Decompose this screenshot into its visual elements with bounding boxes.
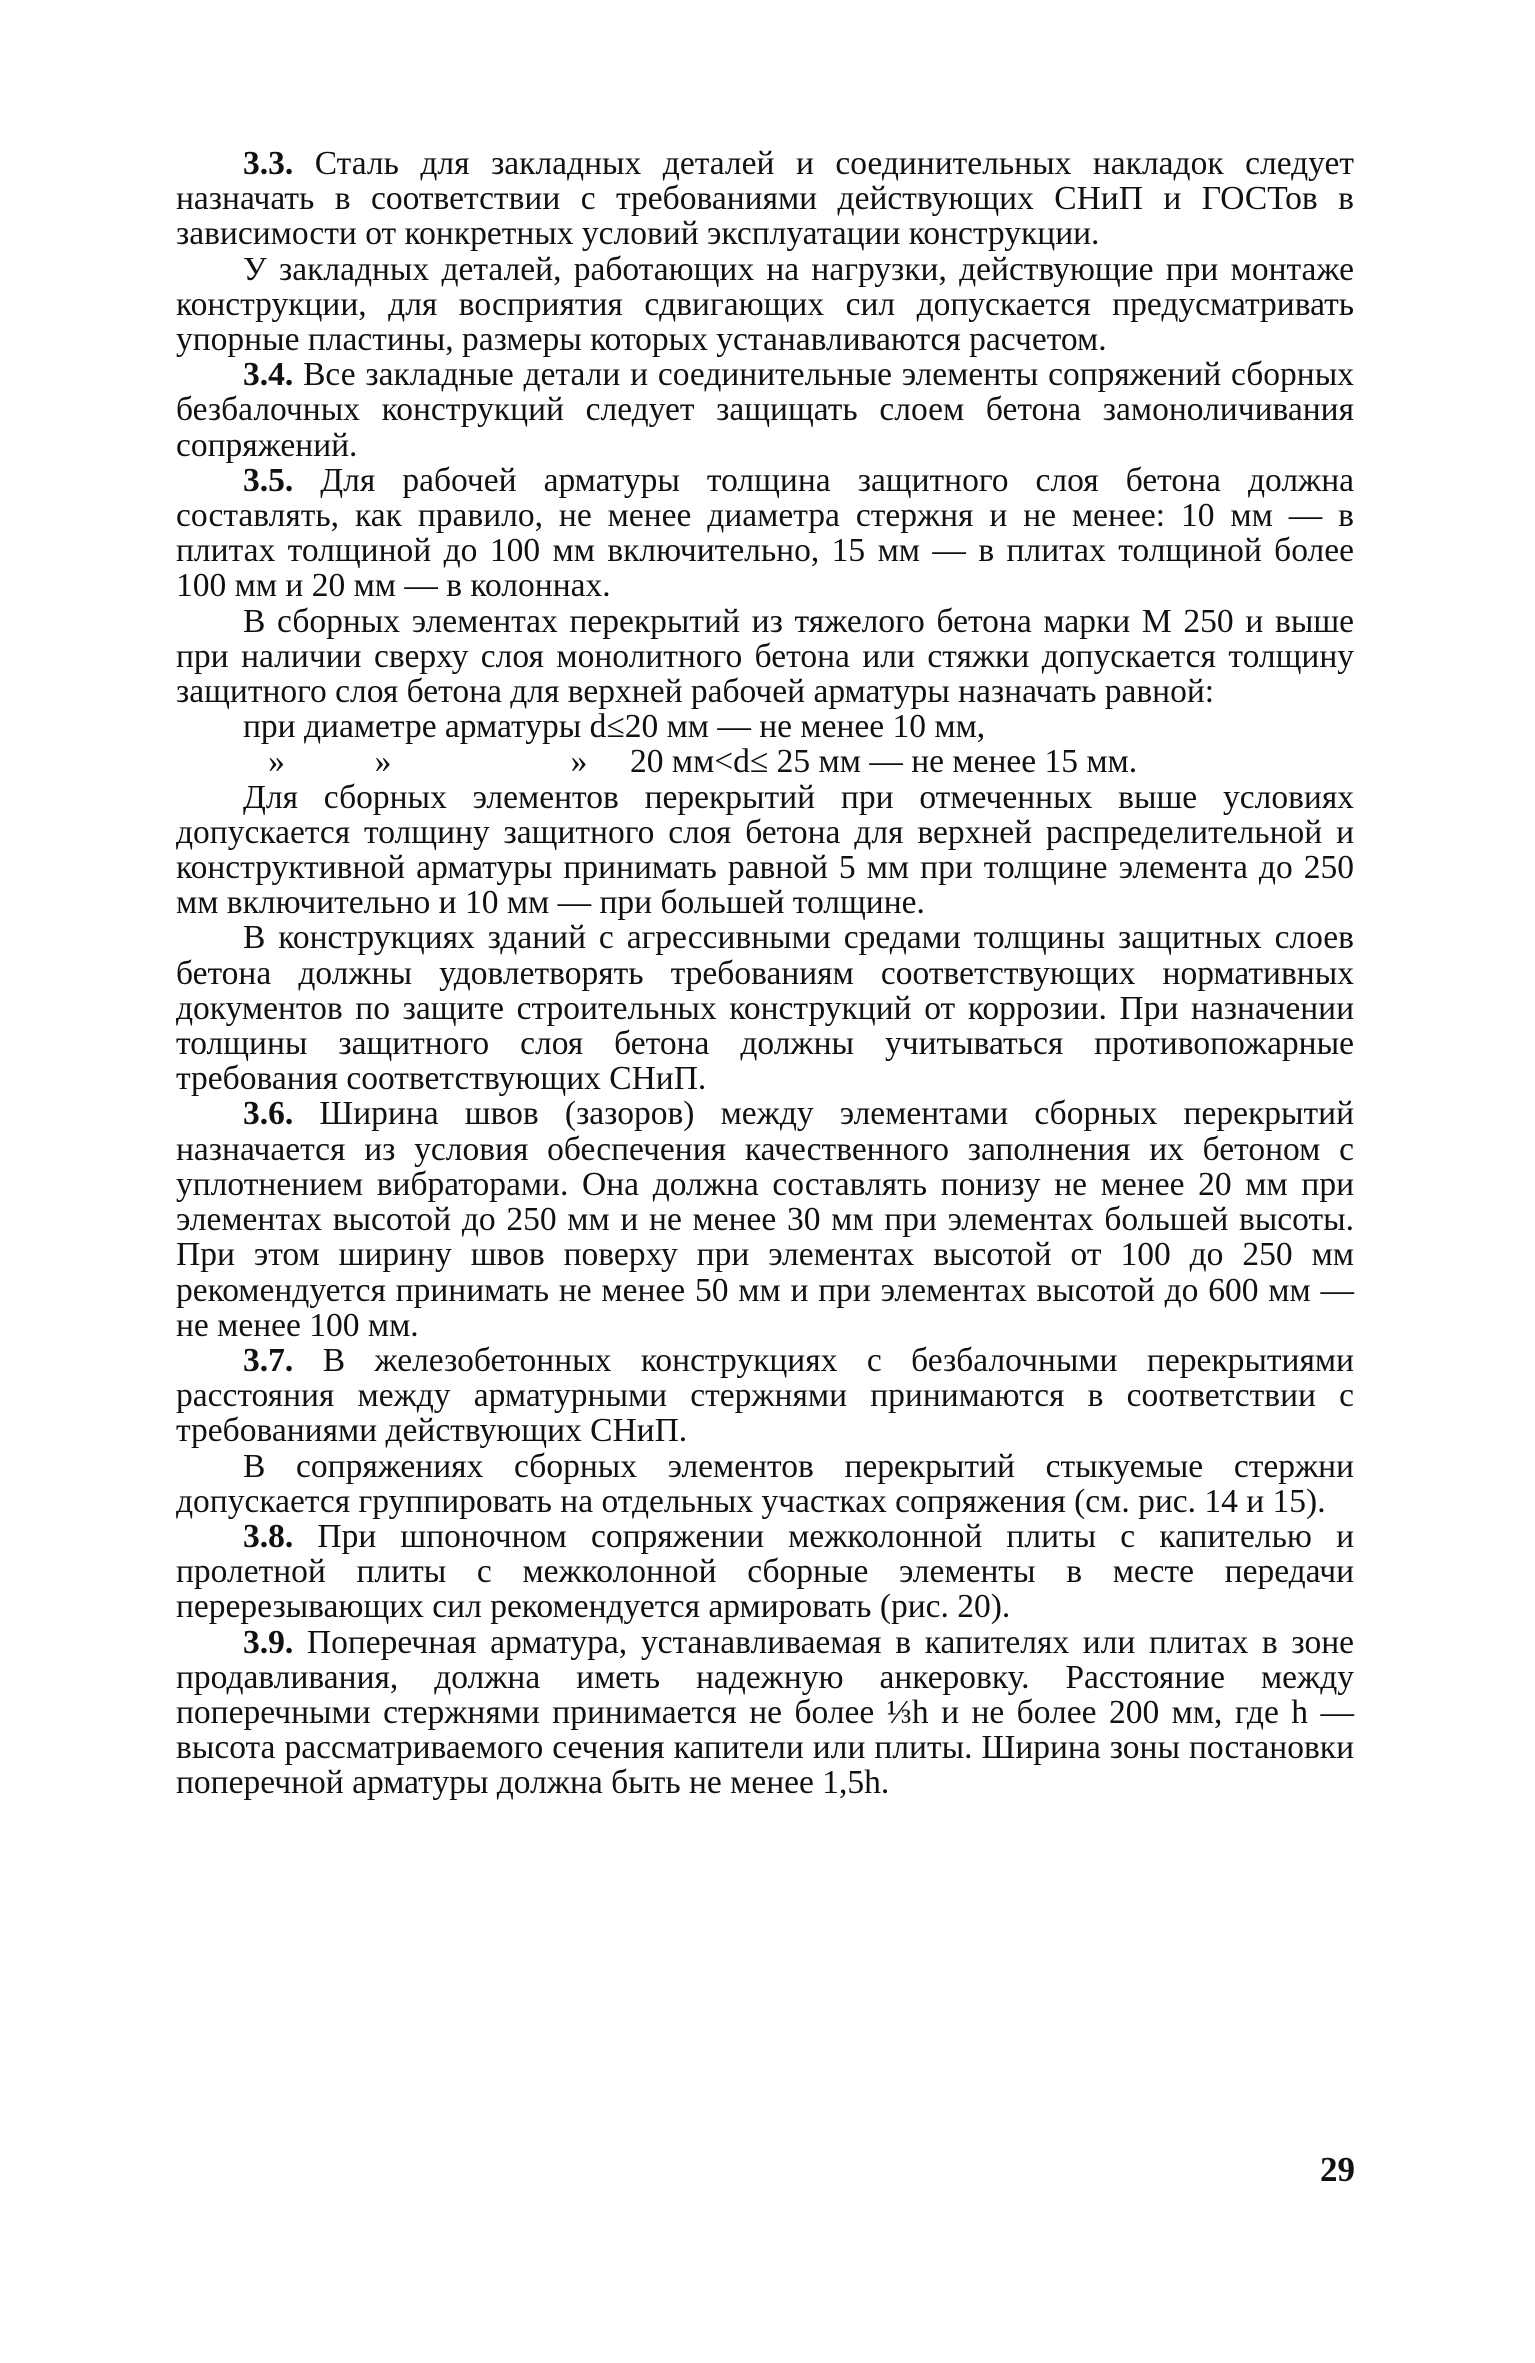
paragraph-text: В сборных элементах перекрытий из тяжелого бетона марки М 250 и выше при наличии сверху слоя монолитного бетона или стяжки допускается толщину защитного слоя бетона для верхней рабочей арматуры назначать равной: [176,602,1354,711]
body-text [176,146,1354,1801]
clause-number: 3.8. [243,1517,294,1555]
paragraph-3-4 [176,357,1354,463]
paragraph-text: Ширина швов (зазоров) между элементами сборных перекрытий назначается из условия обеспечения качественного заполнения их бетоном с уплотнением вибраторами. Она должна составлять понизу не менее 20 мм при элементах высотой до 250 мм и не менее 30 мм при элементах большей высоты. При этом ширину швов поверху при элементах высотой от 100 до 250 мм рекомендуется принимать не менее 50 мм и при элементах высотой до 600 мм — не менее 100 мм. [176,1095,1354,1344]
paragraph-text: В железобетонных конструкциях с безбалочными перекрытиями расстояния между арматурными стержнями принимаются в соответствии с требованиями действующих СНиП. [176,1341,1354,1450]
page-number: 29 [1320,2150,1355,2189]
paragraph-text: Все закладные детали и соединительные элементы сопряжений сборных безбалочных конструкций следует защищать слоем бетона замоноличивания сопряжений. [176,356,1354,464]
paragraph-distribution-rebar [176,780,1354,921]
paragraph-text: Поперечная арматура, устанавливаемая в капителях или плитах в зоне продавливания, должна иметь надежную анкеровку. Расстояние между поперечными стержнями принимается не более ⅓h и не более 200 мм, где h — высота рассматриваемого сечения капители или плиты. Ширина зоны постановки поперечной арматуры должна быть не менее 1,5h. [176,1623,1354,1802]
clause-number: 3.3. [243,145,294,182]
paragraph-3-3-embedded-parts [176,252,1354,358]
paragraph-3-7 [176,1343,1354,1449]
ditto-mark: » [268,743,285,781]
paragraph-3-9 [176,1625,1354,1801]
clause-number: 3.6. [243,1095,294,1133]
case-line-first: при диаметре арматуры d≤20 мм — не менее 10 мм, [243,708,986,746]
paragraph-text: Сталь для закладных деталей и соединительных накладок следует назначать в соответствии с требованиями действующих СНиП и ГОСТов в зависимости от конкретных условий эксплуатации конструкции. [176,145,1354,253]
clause-number: 3.4. [243,356,294,394]
paragraph-3-6 [176,1096,1354,1342]
case-line-text: 20 мм<d≤ 25 мм — не менее 15 мм. [630,743,1138,781]
paragraph-aggressive-media [176,920,1354,1096]
paragraph-text: Для сборных элементов перекрытий при отмеченных выше условиях допускается толщину защитного слоя бетона для верхней распределительной и конструктивной арматуры принимать равной 5 мм при толщине элемента до 250 мм включительно и 10 мм — при большей толщине. [176,778,1354,922]
case-line-second [176,744,1354,779]
paragraph-3-3 [176,146,1354,252]
clause-number: 3.7. [243,1341,294,1379]
paragraph-3-5-precast [176,604,1354,710]
ditto-mark: » [570,743,588,781]
paragraph-text: В сопряжениях сборных элементов перекрытий стыкуемые стержни допускается группировать на отдельных участках сопряжения (см. рис. 14 и 15). [176,1447,1354,1520]
paragraph-3-8 [176,1519,1354,1625]
paragraph-text: У закладных деталей, работающих на нагрузки, действующие при монтаже конструкции, для восприятия сдвигающих сил допускается предусматривать упорные пластины, размеры которых устанавливаются расчетом. [176,250,1354,359]
paragraph-text: В конструкциях зданий с агрессивными средами толщины защитных слоев бетона должны удовлетворять требованиям соответствующих нормативных документов по защите строительных конструкций от коррозии. При назначении толщины защитного слоя бетона должны учитываться противопожарные требования соответствующих СНиП. [176,919,1354,1098]
ditto-mark: » [374,743,392,781]
paragraph-text: При шпоночном сопряжении межколонной плиты с капителью и пролетной плиты с межколонной сборные элементы в месте передачи перерезывающих сил рекомендуется армировать (рис. 20). [176,1517,1354,1626]
paragraph-3-7-joints [176,1449,1354,1519]
paragraph-3-5 [176,463,1354,604]
clause-number: 3.5. [243,461,294,499]
clause-number: 3.9. [243,1623,294,1661]
paragraph-text: Для рабочей арматуры толщина защитного слоя бетона должна составлять, как правило, не менее диаметра стержня и не менее: 10 мм — в плитах толщиной до 100 мм включительно, 15 мм — в плитах толщиной более 100 мм и 20 мм — в колоннах. [176,461,1354,605]
